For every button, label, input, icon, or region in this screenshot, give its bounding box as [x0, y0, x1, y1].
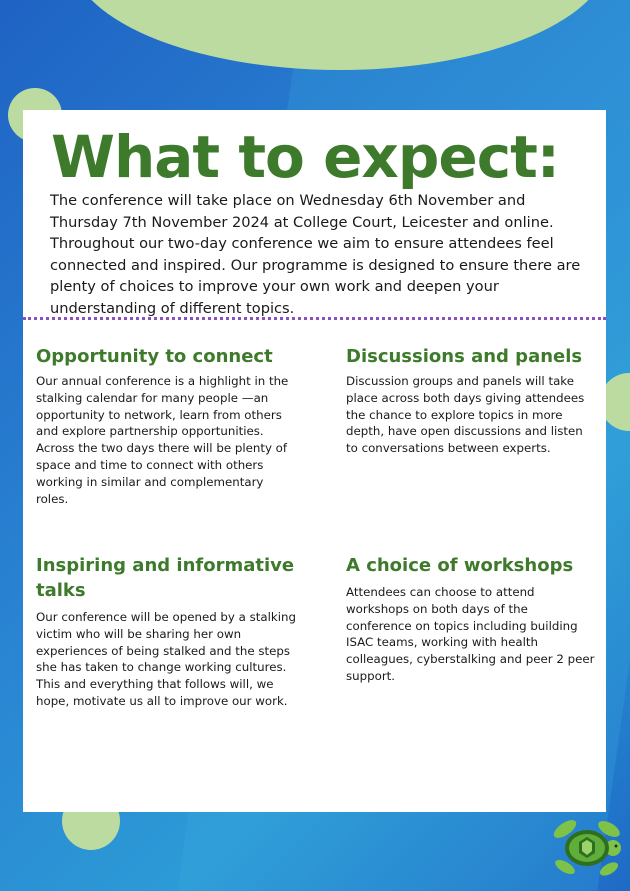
section-opportunity-to-connect — [36, 344, 296, 507]
section-heading: Opportunity to connect — [36, 346, 273, 367]
content-card — [23, 110, 606, 812]
section-heading: Inspiring and informative talks — [36, 555, 295, 601]
page-title: What to expect: — [51, 123, 559, 191]
intro-paragraph: The conference will take place on Wednesday 6th November and Thursday 7th November 2024 at College Court, Leicester and online. Throughout our two-day conference we aim to ensure attendees feel connected and inspired. Our programme is designed to ensure there are plenty of choices to improve your own work and deepen your understanding of different topics. — [50, 192, 581, 317]
section-discussions-and-panels — [346, 344, 596, 457]
section-heading: Discussions and panels — [346, 346, 583, 367]
section-choice-of-workshops — [346, 553, 596, 685]
dotted-divider — [23, 317, 606, 320]
section-inspiring-talks — [36, 553, 306, 710]
section-body: Attendees can choose to attend workshops on both days of the conference on topics including building ISAC teams, working with health colleagues, cyberstalking and peer 2 peer support. — [346, 585, 595, 683]
section-body: Discussion groups and panels will take place across both days giving attendees the chance to explore topics in more depth, have open discussions and listen to conversations between experts. — [346, 374, 585, 456]
turtle-logo-icon — [551, 815, 623, 881]
section-heading: A choice of workshops — [346, 555, 574, 576]
section-body: Our annual conference is a highlight in the stalking calendar for many people —an opportunity to network, learn from others and explore partnership opportunities. Across the two days there will be plenty of space and time to connect with others working in similar and complementary roles. — [36, 374, 289, 506]
section-body: Our conference will be opened by a stalking victim who will be sharing her own experiences of being stalked and the steps she has taken to change working cultures. This and everything that follows will, we hope, motivate us all to improve our work. — [36, 610, 296, 708]
